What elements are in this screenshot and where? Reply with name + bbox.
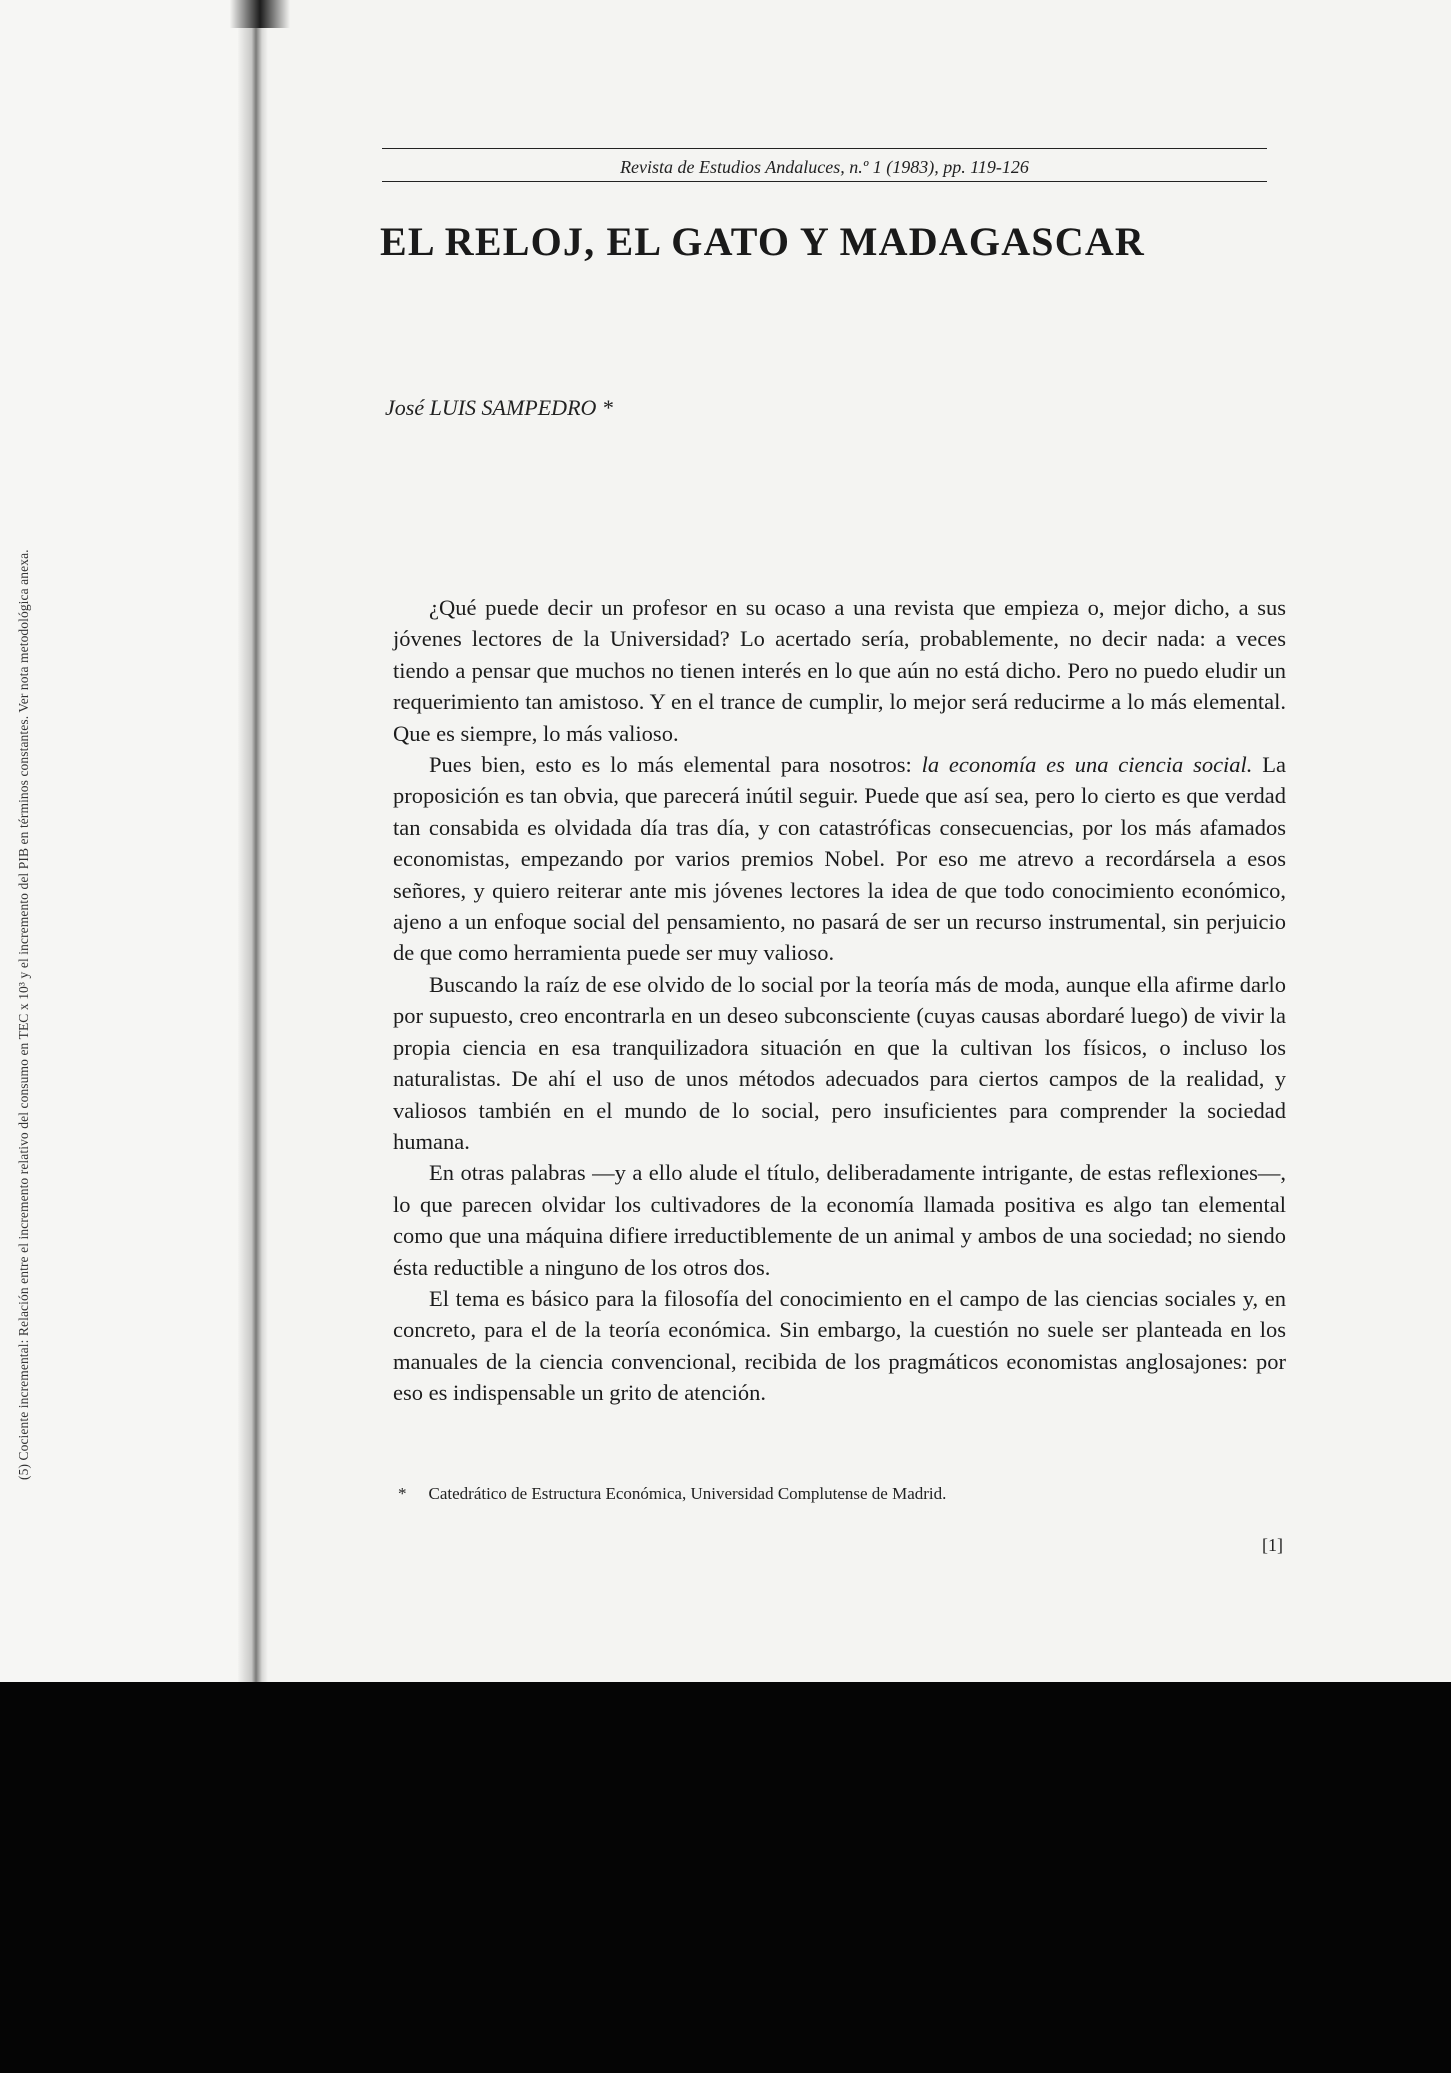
page-gutter-shadow [238,0,268,1682]
header-rule-top [382,148,1267,149]
journal-reference: Revista de Estudios Andaluces, n.º 1 (1983), pp. 119-126 [620,157,1029,177]
paragraph-5: El tema es básico para la filosofía del conocimiento en el campo de las ciencias sociales y, en concreto, para el de la teoría económica. Sin embargo, la cuestión no suele ser planteada en los manuales de la ciencia convencional, recibida de los pragmáticos economistas anglosajones: por eso es indispensable un grito de atención. [393,1285,1286,1406]
page-number: [1] [1262,1535,1283,1555]
footnote-marker: * [398,1484,407,1503]
footnote-text: Catedrático de Estructura Económica, Universidad Complutense de Madrid. [428,1484,947,1503]
rotated-margin-note: (5) Cociente incremental: Relación entre el incremento relativo del consumo en TEC x 10³ y el incremento del PIB en términos constantes. Ver nota metodológica anexa. [16,549,31,1480]
paragraph-3: Buscando la raíz de ese olvido de lo social por la teoría más de moda, aunque ella afirme darlo por supuesto, creo encontrarla en un deseo subconsciente (cuyas causas abordaré luego) de vivir la propia ciencia en esa tranquilizadora situación en que la cultivan los físicos, o incluso los naturalistas. De ahí el uso de unos métodos adecuados para ciertos campos de la realidad, y valiosos también en el mundo de lo social, pero insuficientes para comprender la sociedad humana. [393,971,1286,1154]
left-page-edge [0,0,258,1682]
author-name: José LUIS SAMPEDRO * [385,395,613,420]
article-body [393,592,1286,1409]
scan-background [0,1682,1451,2073]
header-rule-bottom [382,181,1267,182]
binding-shadow [230,0,290,28]
emphasis-phrase: la economía es una ciencia social. [921,752,1253,778]
paragraph-1: ¿Qué puede decir un profesor en su ocaso a una revista que empieza o, mejor dicho, a sus jóvenes lectores de la Universidad? Lo acertado sería, probablemente, no decir nada: a veces tiendo a pensar que muchos no tienen interés en lo que aún no está dicho. Pero no puedo eludir un requerimiento tan amistoso. Y en el trance de cumplir, lo mejor será reducirme a lo más elemental. Que es siempre, lo más valioso. [393,595,1286,746]
paragraph-2: Pues bien, esto es lo más elemental para nosotros: la economía es una ciencia social. La proposición es tan obvia, que parecerá inútil seguir. Puede que así sea, pero lo cierto es que verdad tan consabida es olvidada día tras día, y con catastróficas consecuencias, por los más afamados economistas, empezando por varios premios Nobel. Por eso me atrevo a recordársela a esos señores, y quiero reiterar ante mis jóvenes lectores la idea de que todo conocimiento económico, ajeno a un enfoque social del pensamiento, no pasará de ser un recurso instrumental, sin perjuicio de que como herramienta puede ser muy valioso. [393,752,1286,966]
article-title: EL RELOJ, EL GATO Y MADAGASCAR [380,219,1146,264]
paragraph-4: En otras palabras —y a ello alude el título, deliberadamente intrigante, de estas reflexiones—, lo que parecen olvidar los cultivadores de la economía llamada positiva es algo tan elemental como que una máquina difiere irreductiblemente de un animal y ambos de una sociedad; no siendo ésta reductible a ninguno de los otros dos. [393,1160,1286,1280]
footnote [398,1484,946,1504]
